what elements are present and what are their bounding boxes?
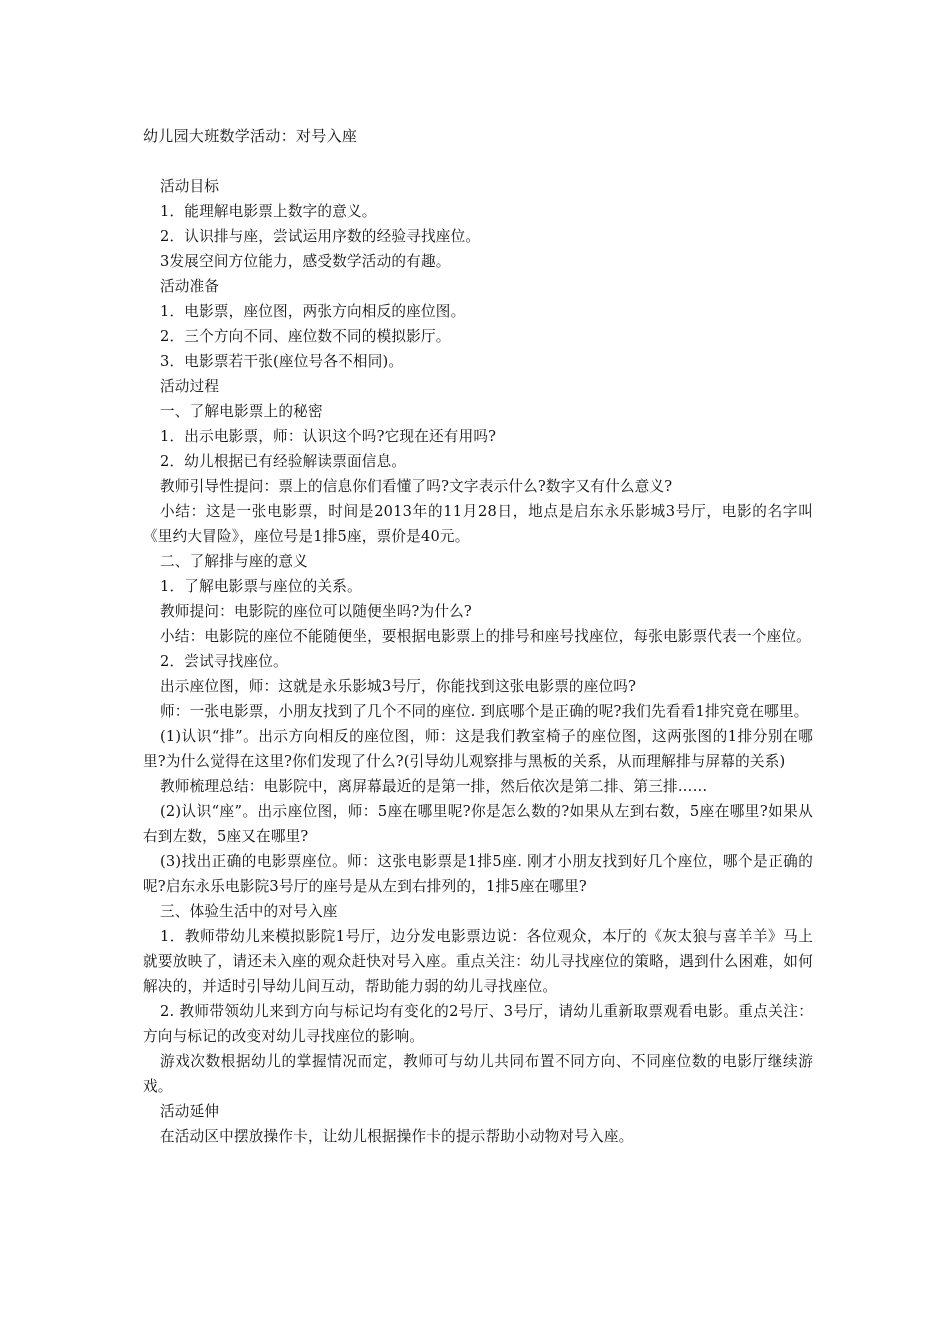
- section-heading-process: 活动过程: [160, 378, 220, 395]
- paragraph: 在活动区中摆放操作卡，让幼儿根据操作卡的提示帮助小动物对号入座。: [160, 1128, 634, 1145]
- paragraph: 2．幼儿根据已有经验解读票面信息。: [160, 453, 407, 470]
- paragraph: 游戏次数根据幼儿的掌握情况而定，教师可与幼儿共同布置不同方向、不同座位数的电影厅继续游戏。: [143, 1053, 813, 1095]
- document-body: [143, 174, 813, 1149]
- paragraph: 1．电影票，座位图，两张方向相反的座位图。: [160, 303, 466, 320]
- paragraph: 小结：电影院的座位不能随便坐，要根据电影票上的排号和座号找座位，每张电影票代表一个座位。: [160, 628, 811, 645]
- paragraph: 1．教师带幼儿来模拟影院1号厅，边分发电影票边说：各位观众，本厅的《灰太狼与喜羊羊》马上就要放映了，请还未入座的观众赶快对号入座。重点关注：幼儿寻找座位的策略，遇到什么困难，如何解决的，并适时引导幼儿间互动，帮助能力弱的幼儿寻找座位。: [143, 928, 813, 995]
- paragraph: 出示座位图，师：这就是永乐影城3号厅，你能找到这张电影票的座位吗?: [160, 678, 637, 695]
- document-page: [143, 125, 813, 1149]
- paragraph: 小结：这是一张电影票，时间是2013年的11月28日，地点是启东永乐影城3号厅，电影的名字叫《里约大冒险》，座位号是1排5座，票价是40元。: [143, 503, 813, 545]
- subsection-heading: 一、了解电影票上的秘密: [160, 403, 323, 420]
- section-heading-goals: 活动目标: [160, 178, 220, 195]
- document-title: 幼儿园大班数学活动：对号入座: [143, 127, 358, 145]
- paragraph: (1)认识“排”。出示方向相反的座位图，师：这是我们教室椅子的座位图，这两张图的1排分别在哪里?为什么觉得在这里?你们发现了什么?(引导幼儿观察排与黑板的关系，从而理解排与屏幕的关系): [143, 728, 813, 770]
- paragraph: 2．认识排与座，尝试运用序数的经验寻找座位。: [160, 228, 481, 245]
- paragraph: (2)认识“座”。出示座位图，师：5座在哪里呢?你是怎么数的?如果从左到右数，5座在哪里?如果从右到左数，5座又在哪里?: [143, 803, 813, 845]
- subsection-heading: 三、体验生活中的对号入座: [160, 903, 338, 920]
- paragraph: 2. 教师带领幼儿来到方向与标记均有变化的2号厅、3号厅，请幼儿重新取票观看电影。重点关注：方向与标记的改变对幼儿寻找座位的影响。: [143, 1003, 813, 1045]
- subsection-heading: 二、了解排与座的意义: [160, 553, 308, 570]
- paragraph: 教师梳理总结：电影院中，离屏幕最近的是第一排，然后依次是第二排、第三排……: [160, 778, 708, 795]
- paragraph: 1．能理解电影票上数字的意义。: [160, 203, 377, 220]
- paragraph: 教师提问：电影院的座位可以随便坐吗?为什么?: [160, 603, 472, 620]
- paragraph: 1．了解电影票与座位的关系。: [160, 578, 362, 595]
- paragraph: 师：一张电影票，小朋友找到了几个不同的座位. 到底哪个是正确的呢?我们先看看1排究竟在哪里。: [160, 703, 809, 720]
- paragraph: 3发展空间方位能力，感受数学活动的有趣。: [160, 253, 451, 270]
- paragraph: 2．三个方向不同、座位数不同的模拟影厅。: [160, 328, 451, 345]
- paragraph: 1．出示电影票，师：认识这个吗?它现在还有用吗?: [160, 428, 497, 445]
- section-heading-extension: 活动延伸: [160, 1103, 220, 1120]
- paragraph: 3．电影票若干张(座位号各不相同)。: [160, 353, 404, 370]
- paragraph: 2．尝试寻找座位。: [160, 653, 288, 670]
- paragraph: (3)找出正确的电影票座位。师：这张电影票是1排5座. 刚才小朋友找到好几个座位，哪个是正确的呢?启东永乐电影院3号厅的座号是从左到右排列的，1排5座在哪里?: [143, 853, 813, 895]
- section-heading-preparation: 活动准备: [160, 278, 220, 295]
- paragraph: 教师引导性提问：票上的信息你们看懂了吗?文字表示什么?数字又有什么意义?: [160, 478, 673, 495]
